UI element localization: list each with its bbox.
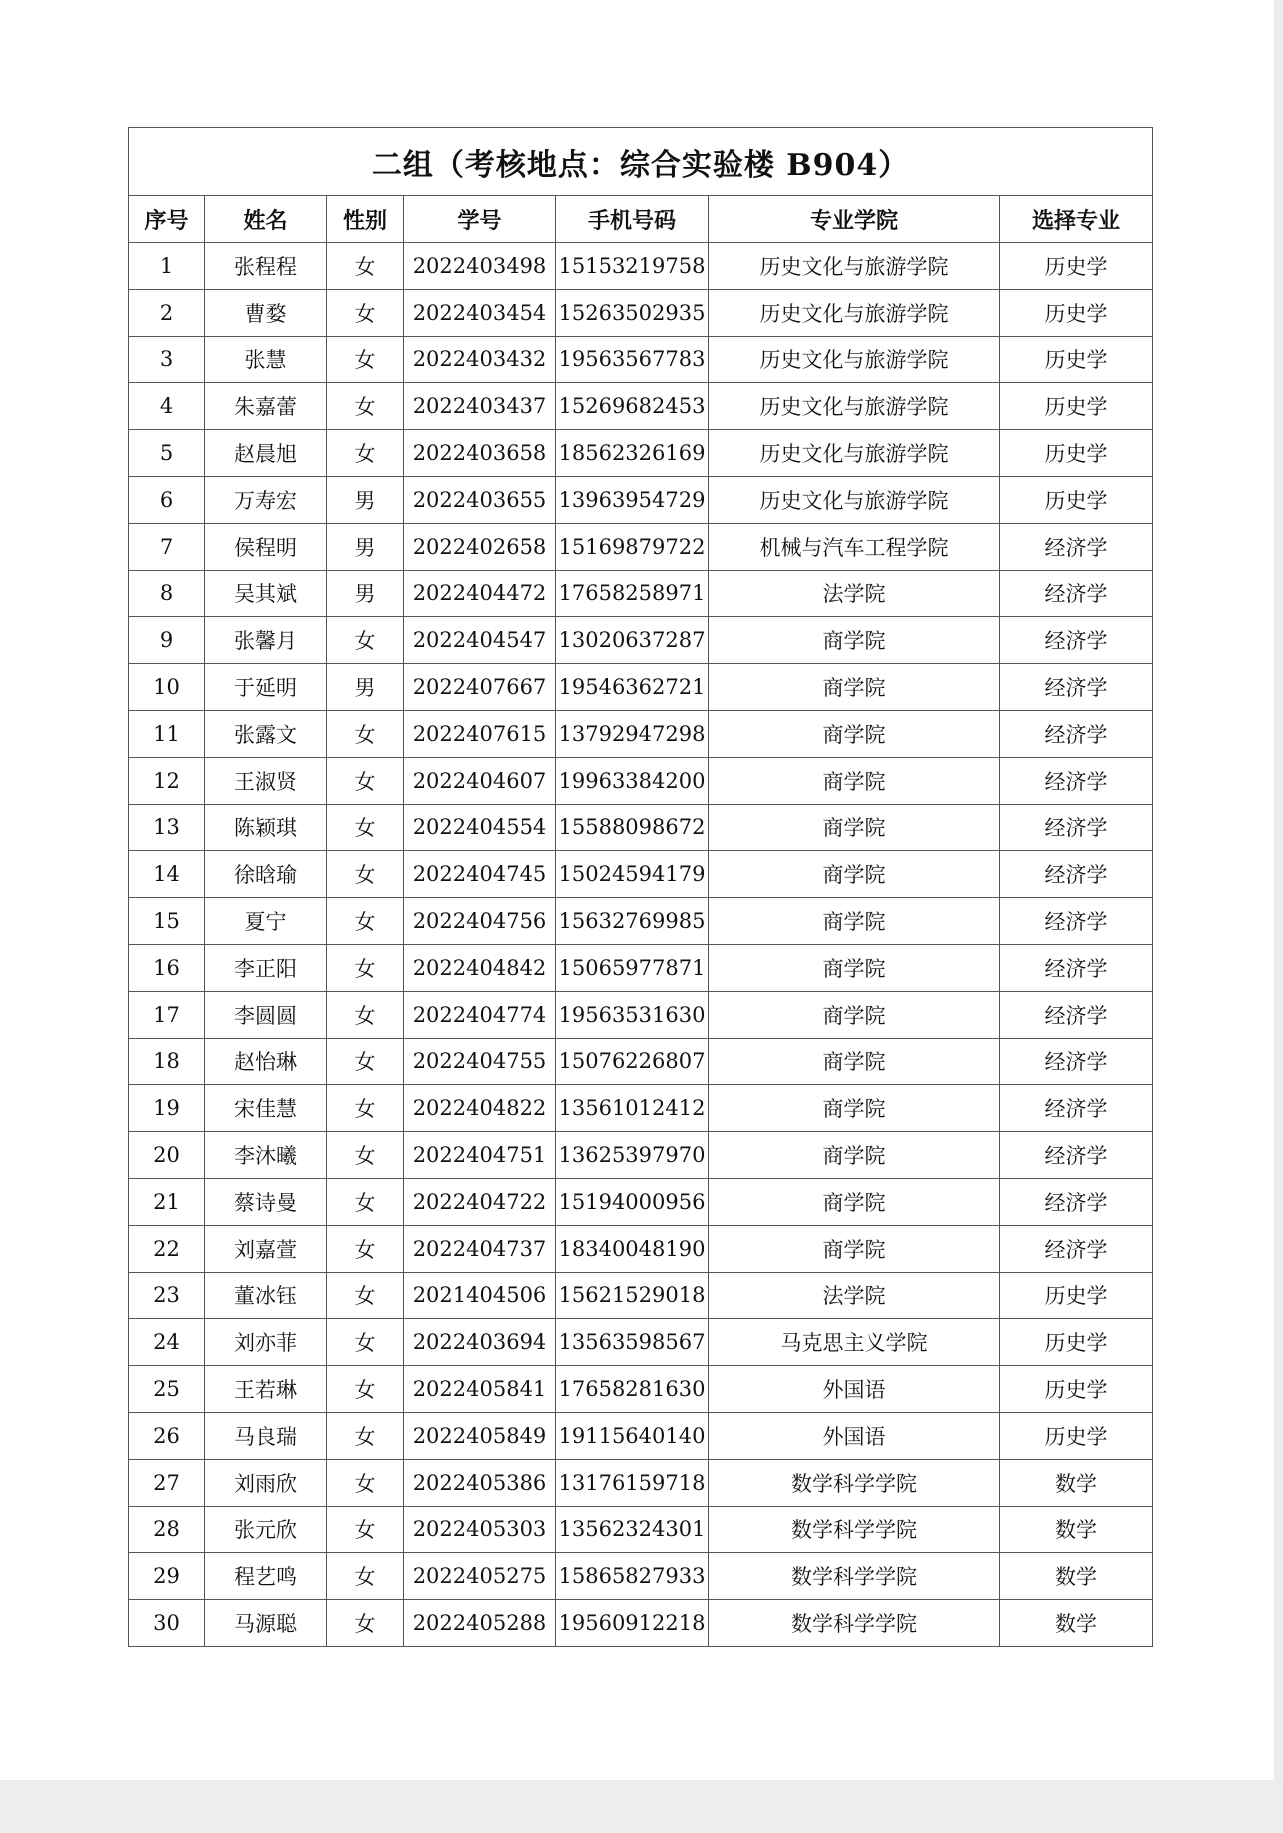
cell-college: 历史文化与旅游学院	[709, 336, 1000, 383]
cell-index: 6	[129, 476, 205, 523]
cell-college: 外国语	[709, 1412, 1000, 1459]
cell-student-id: 2022404756	[404, 898, 556, 945]
cell-student-id: 2022403498	[404, 243, 556, 290]
cell-index: 16	[129, 944, 205, 991]
table-row	[129, 664, 1153, 711]
table-row	[129, 1600, 1153, 1647]
cell-college: 数学科学学院	[709, 1600, 1000, 1647]
cell-gender: 女	[327, 991, 404, 1038]
header-phone: 手机号码	[556, 196, 709, 243]
cell-index: 17	[129, 991, 205, 1038]
cell-gender: 女	[327, 243, 404, 290]
cell-index: 15	[129, 898, 205, 945]
table-row	[129, 1085, 1153, 1132]
cell-student-id: 2022405849	[404, 1412, 556, 1459]
cell-college: 数学科学学院	[709, 1459, 1000, 1506]
cell-major: 经济学	[1000, 898, 1153, 945]
cell-name: 赵怡琳	[205, 1038, 327, 1085]
cell-index: 5	[129, 430, 205, 477]
cell-major: 经济学	[1000, 1038, 1153, 1085]
cell-major: 经济学	[1000, 851, 1153, 898]
cell-major: 经济学	[1000, 991, 1153, 1038]
cell-phone: 13020637287	[556, 617, 709, 664]
cell-name: 张慧	[205, 336, 327, 383]
cell-gender: 女	[327, 1366, 404, 1413]
cell-major: 经济学	[1000, 710, 1153, 757]
cell-gender: 女	[327, 336, 404, 383]
cell-student-id: 2022405275	[404, 1553, 556, 1600]
cell-major: 历史学	[1000, 476, 1153, 523]
table-row	[129, 851, 1153, 898]
cell-major: 经济学	[1000, 664, 1153, 711]
cell-student-id: 2022403432	[404, 336, 556, 383]
cell-phone: 18562326169	[556, 430, 709, 477]
cell-major: 经济学	[1000, 523, 1153, 570]
cell-phone: 15065977871	[556, 944, 709, 991]
cell-name: 李沐曦	[205, 1132, 327, 1179]
cell-major: 数学	[1000, 1553, 1153, 1600]
cell-name: 夏宁	[205, 898, 327, 945]
cell-phone: 17658281630	[556, 1366, 709, 1413]
cell-student-id: 2022407667	[404, 664, 556, 711]
cell-name: 吴其斌	[205, 570, 327, 617]
table-body	[129, 243, 1153, 1647]
cell-major: 历史学	[1000, 243, 1153, 290]
cell-index: 7	[129, 523, 205, 570]
cell-college: 商学院	[709, 851, 1000, 898]
cell-phone: 13563598567	[556, 1319, 709, 1366]
cell-major: 数学	[1000, 1600, 1153, 1647]
cell-student-id: 2022404745	[404, 851, 556, 898]
table-row	[129, 383, 1153, 430]
cell-index: 28	[129, 1506, 205, 1553]
cell-gender: 女	[327, 757, 404, 804]
cell-index: 1	[129, 243, 205, 290]
table-row	[129, 898, 1153, 945]
cell-major: 经济学	[1000, 570, 1153, 617]
cell-student-id: 2022403437	[404, 383, 556, 430]
cell-index: 4	[129, 383, 205, 430]
cell-index: 12	[129, 757, 205, 804]
cell-phone: 15194000956	[556, 1178, 709, 1225]
cell-name: 张馨月	[205, 617, 327, 664]
cell-college: 历史文化与旅游学院	[709, 476, 1000, 523]
cell-index: 3	[129, 336, 205, 383]
cell-index: 8	[129, 570, 205, 617]
cell-gender: 女	[327, 1225, 404, 1272]
cell-index: 22	[129, 1225, 205, 1272]
cell-phone: 17658258971	[556, 570, 709, 617]
header-index: 序号	[129, 196, 205, 243]
cell-name: 王淑贤	[205, 757, 327, 804]
cell-name: 马源聪	[205, 1600, 327, 1647]
header-row	[129, 196, 1153, 243]
cell-gender: 男	[327, 523, 404, 570]
cell-college: 商学院	[709, 1225, 1000, 1272]
cell-gender: 女	[327, 1038, 404, 1085]
cell-phone: 15263502935	[556, 289, 709, 336]
cell-gender: 男	[327, 664, 404, 711]
cell-index: 2	[129, 289, 205, 336]
cell-name: 程艺鸣	[205, 1553, 327, 1600]
cell-index: 11	[129, 710, 205, 757]
cell-index: 25	[129, 1366, 205, 1413]
cell-college: 历史文化与旅游学院	[709, 383, 1000, 430]
cell-major: 经济学	[1000, 1178, 1153, 1225]
table-row	[129, 991, 1153, 1038]
cell-name: 张程程	[205, 243, 327, 290]
cell-college: 商学院	[709, 1178, 1000, 1225]
cell-index: 30	[129, 1600, 205, 1647]
cell-student-id: 2022403658	[404, 430, 556, 477]
cell-index: 21	[129, 1178, 205, 1225]
cell-major: 数学	[1000, 1506, 1153, 1553]
cell-major: 经济学	[1000, 1132, 1153, 1179]
cell-gender: 女	[327, 1319, 404, 1366]
cell-college: 历史文化与旅游学院	[709, 430, 1000, 477]
table-row	[129, 523, 1153, 570]
cell-index: 18	[129, 1038, 205, 1085]
table-row	[129, 1178, 1153, 1225]
table-row	[129, 1412, 1153, 1459]
cell-student-id: 2022404472	[404, 570, 556, 617]
table-row	[129, 1319, 1153, 1366]
cell-gender: 女	[327, 898, 404, 945]
cell-name: 宋佳慧	[205, 1085, 327, 1132]
table-row	[129, 1506, 1153, 1553]
cell-gender: 男	[327, 476, 404, 523]
cell-phone: 13963954729	[556, 476, 709, 523]
cell-college: 历史文化与旅游学院	[709, 243, 1000, 290]
table-row	[129, 336, 1153, 383]
cell-college: 数学科学学院	[709, 1553, 1000, 1600]
cell-gender: 女	[327, 617, 404, 664]
table-title: 二组（考核地点：综合实验楼 B904）	[129, 128, 1153, 196]
cell-student-id: 2022405303	[404, 1506, 556, 1553]
cell-phone: 19563531630	[556, 991, 709, 1038]
header-major: 选择专业	[1000, 196, 1153, 243]
table-row	[129, 710, 1153, 757]
table-row	[129, 804, 1153, 851]
cell-phone: 19546362721	[556, 664, 709, 711]
table-row	[129, 757, 1153, 804]
table-row	[129, 243, 1153, 290]
cell-name: 徐晗瑜	[205, 851, 327, 898]
cell-major: 历史学	[1000, 1319, 1153, 1366]
table-row	[129, 1366, 1153, 1413]
cell-student-id: 2021404506	[404, 1272, 556, 1319]
cell-student-id: 2022404842	[404, 944, 556, 991]
cell-major: 经济学	[1000, 1085, 1153, 1132]
table-row	[129, 1459, 1153, 1506]
cell-student-id: 2022405841	[404, 1366, 556, 1413]
cell-index: 10	[129, 664, 205, 711]
cell-gender: 女	[327, 1600, 404, 1647]
cell-phone: 15621529018	[556, 1272, 709, 1319]
table-row	[129, 1272, 1153, 1319]
cell-gender: 女	[327, 1459, 404, 1506]
cell-gender: 女	[327, 1085, 404, 1132]
cell-student-id: 2022404822	[404, 1085, 556, 1132]
table-row	[129, 289, 1153, 336]
cell-gender: 女	[327, 1506, 404, 1553]
cell-gender: 女	[327, 710, 404, 757]
cell-gender: 女	[327, 1272, 404, 1319]
cell-college: 外国语	[709, 1366, 1000, 1413]
cell-name: 蔡诗曼	[205, 1178, 327, 1225]
cell-college: 商学院	[709, 664, 1000, 711]
cell-student-id: 2022404722	[404, 1178, 556, 1225]
header-gender: 性别	[327, 196, 404, 243]
cell-phone: 15588098672	[556, 804, 709, 851]
cell-index: 20	[129, 1132, 205, 1179]
cell-gender: 女	[327, 289, 404, 336]
cell-name: 侯程明	[205, 523, 327, 570]
cell-gender: 女	[327, 1132, 404, 1179]
cell-student-id: 2022403655	[404, 476, 556, 523]
header-college: 专业学院	[709, 196, 1000, 243]
cell-major: 历史学	[1000, 289, 1153, 336]
page-bottom-margin	[0, 1780, 1283, 1833]
roster-table	[128, 127, 1153, 1647]
cell-name: 赵晨旭	[205, 430, 327, 477]
cell-gender: 女	[327, 944, 404, 991]
table-row	[129, 1553, 1153, 1600]
cell-gender: 女	[327, 430, 404, 477]
cell-major: 历史学	[1000, 1272, 1153, 1319]
cell-student-id: 2022404774	[404, 991, 556, 1038]
cell-college: 马克思主义学院	[709, 1319, 1000, 1366]
cell-student-id: 2022404607	[404, 757, 556, 804]
cell-phone: 18340048190	[556, 1225, 709, 1272]
cell-college: 商学院	[709, 710, 1000, 757]
cell-phone: 15169879722	[556, 523, 709, 570]
cell-index: 14	[129, 851, 205, 898]
cell-college: 机械与汽车工程学院	[709, 523, 1000, 570]
cell-major: 经济学	[1000, 804, 1153, 851]
cell-name: 刘嘉萱	[205, 1225, 327, 1272]
header-student-id: 学号	[404, 196, 556, 243]
cell-college: 商学院	[709, 944, 1000, 991]
cell-major: 经济学	[1000, 944, 1153, 991]
cell-phone: 15024594179	[556, 851, 709, 898]
cell-phone: 19963384200	[556, 757, 709, 804]
cell-phone: 13792947298	[556, 710, 709, 757]
cell-college: 法学院	[709, 570, 1000, 617]
cell-name: 李圆圆	[205, 991, 327, 1038]
cell-index: 9	[129, 617, 205, 664]
cell-index: 29	[129, 1553, 205, 1600]
cell-phone: 15269682453	[556, 383, 709, 430]
cell-name: 刘亦菲	[205, 1319, 327, 1366]
cell-phone: 15632769985	[556, 898, 709, 945]
table-row	[129, 617, 1153, 664]
table-row	[129, 430, 1153, 477]
cell-index: 27	[129, 1459, 205, 1506]
table-row	[129, 476, 1153, 523]
cell-phone: 13625397970	[556, 1132, 709, 1179]
cell-name: 朱嘉蕾	[205, 383, 327, 430]
cell-name: 于延明	[205, 664, 327, 711]
cell-student-id: 2022404554	[404, 804, 556, 851]
table-row	[129, 570, 1153, 617]
cell-phone: 13561012412	[556, 1085, 709, 1132]
cell-phone: 19115640140	[556, 1412, 709, 1459]
cell-name: 万寿宏	[205, 476, 327, 523]
cell-name: 马良瑞	[205, 1412, 327, 1459]
cell-name: 李正阳	[205, 944, 327, 991]
cell-gender: 女	[327, 804, 404, 851]
cell-student-id: 2022404755	[404, 1038, 556, 1085]
cell-phone: 15076226807	[556, 1038, 709, 1085]
cell-student-id: 2022404547	[404, 617, 556, 664]
cell-student-id: 2022404751	[404, 1132, 556, 1179]
cell-college: 商学院	[709, 991, 1000, 1038]
cell-major: 经济学	[1000, 617, 1153, 664]
cell-college: 商学院	[709, 1085, 1000, 1132]
cell-student-id: 2022404737	[404, 1225, 556, 1272]
cell-major: 历史学	[1000, 383, 1153, 430]
table-row	[129, 1132, 1153, 1179]
cell-index: 19	[129, 1085, 205, 1132]
cell-index: 13	[129, 804, 205, 851]
cell-name: 王若琳	[205, 1366, 327, 1413]
cell-student-id: 2022402658	[404, 523, 556, 570]
cell-major: 历史学	[1000, 336, 1153, 383]
cell-phone: 15865827933	[556, 1553, 709, 1600]
cell-gender: 女	[327, 383, 404, 430]
cell-name: 陈颖琪	[205, 804, 327, 851]
cell-major: 历史学	[1000, 430, 1153, 477]
cell-student-id: 2022407615	[404, 710, 556, 757]
cell-student-id: 2022405288	[404, 1600, 556, 1647]
cell-gender: 女	[327, 1553, 404, 1600]
cell-name: 张元欣	[205, 1506, 327, 1553]
cell-phone: 19560912218	[556, 1600, 709, 1647]
cell-index: 23	[129, 1272, 205, 1319]
cell-name: 刘雨欣	[205, 1459, 327, 1506]
cell-college: 商学院	[709, 1132, 1000, 1179]
cell-college: 数学科学学院	[709, 1506, 1000, 1553]
cell-college: 商学院	[709, 898, 1000, 945]
cell-gender: 女	[327, 851, 404, 898]
cell-college: 商学院	[709, 757, 1000, 804]
cell-major: 历史学	[1000, 1366, 1153, 1413]
cell-gender: 女	[327, 1412, 404, 1459]
cell-college: 历史文化与旅游学院	[709, 289, 1000, 336]
cell-student-id: 2022405386	[404, 1459, 556, 1506]
cell-college: 商学院	[709, 804, 1000, 851]
cell-college: 商学院	[709, 617, 1000, 664]
cell-gender: 女	[327, 1178, 404, 1225]
cell-major: 经济学	[1000, 757, 1153, 804]
cell-major: 经济学	[1000, 1225, 1153, 1272]
table-row	[129, 1225, 1153, 1272]
cell-gender: 男	[327, 570, 404, 617]
header-name: 姓名	[205, 196, 327, 243]
cell-college: 法学院	[709, 1272, 1000, 1319]
cell-phone: 13562324301	[556, 1506, 709, 1553]
cell-index: 24	[129, 1319, 205, 1366]
cell-student-id: 2022403694	[404, 1319, 556, 1366]
cell-major: 历史学	[1000, 1412, 1153, 1459]
table-row	[129, 944, 1153, 991]
cell-phone: 19563567783	[556, 336, 709, 383]
cell-student-id: 2022403454	[404, 289, 556, 336]
cell-name: 曹婺	[205, 289, 327, 336]
cell-college: 商学院	[709, 1038, 1000, 1085]
cell-phone: 13176159718	[556, 1459, 709, 1506]
cell-name: 张露文	[205, 710, 327, 757]
roster-sheet	[128, 127, 1152, 1647]
cell-name: 董冰钰	[205, 1272, 327, 1319]
table-row	[129, 1038, 1153, 1085]
cell-major: 数学	[1000, 1459, 1153, 1506]
cell-index: 26	[129, 1412, 205, 1459]
cell-phone: 15153219758	[556, 243, 709, 290]
